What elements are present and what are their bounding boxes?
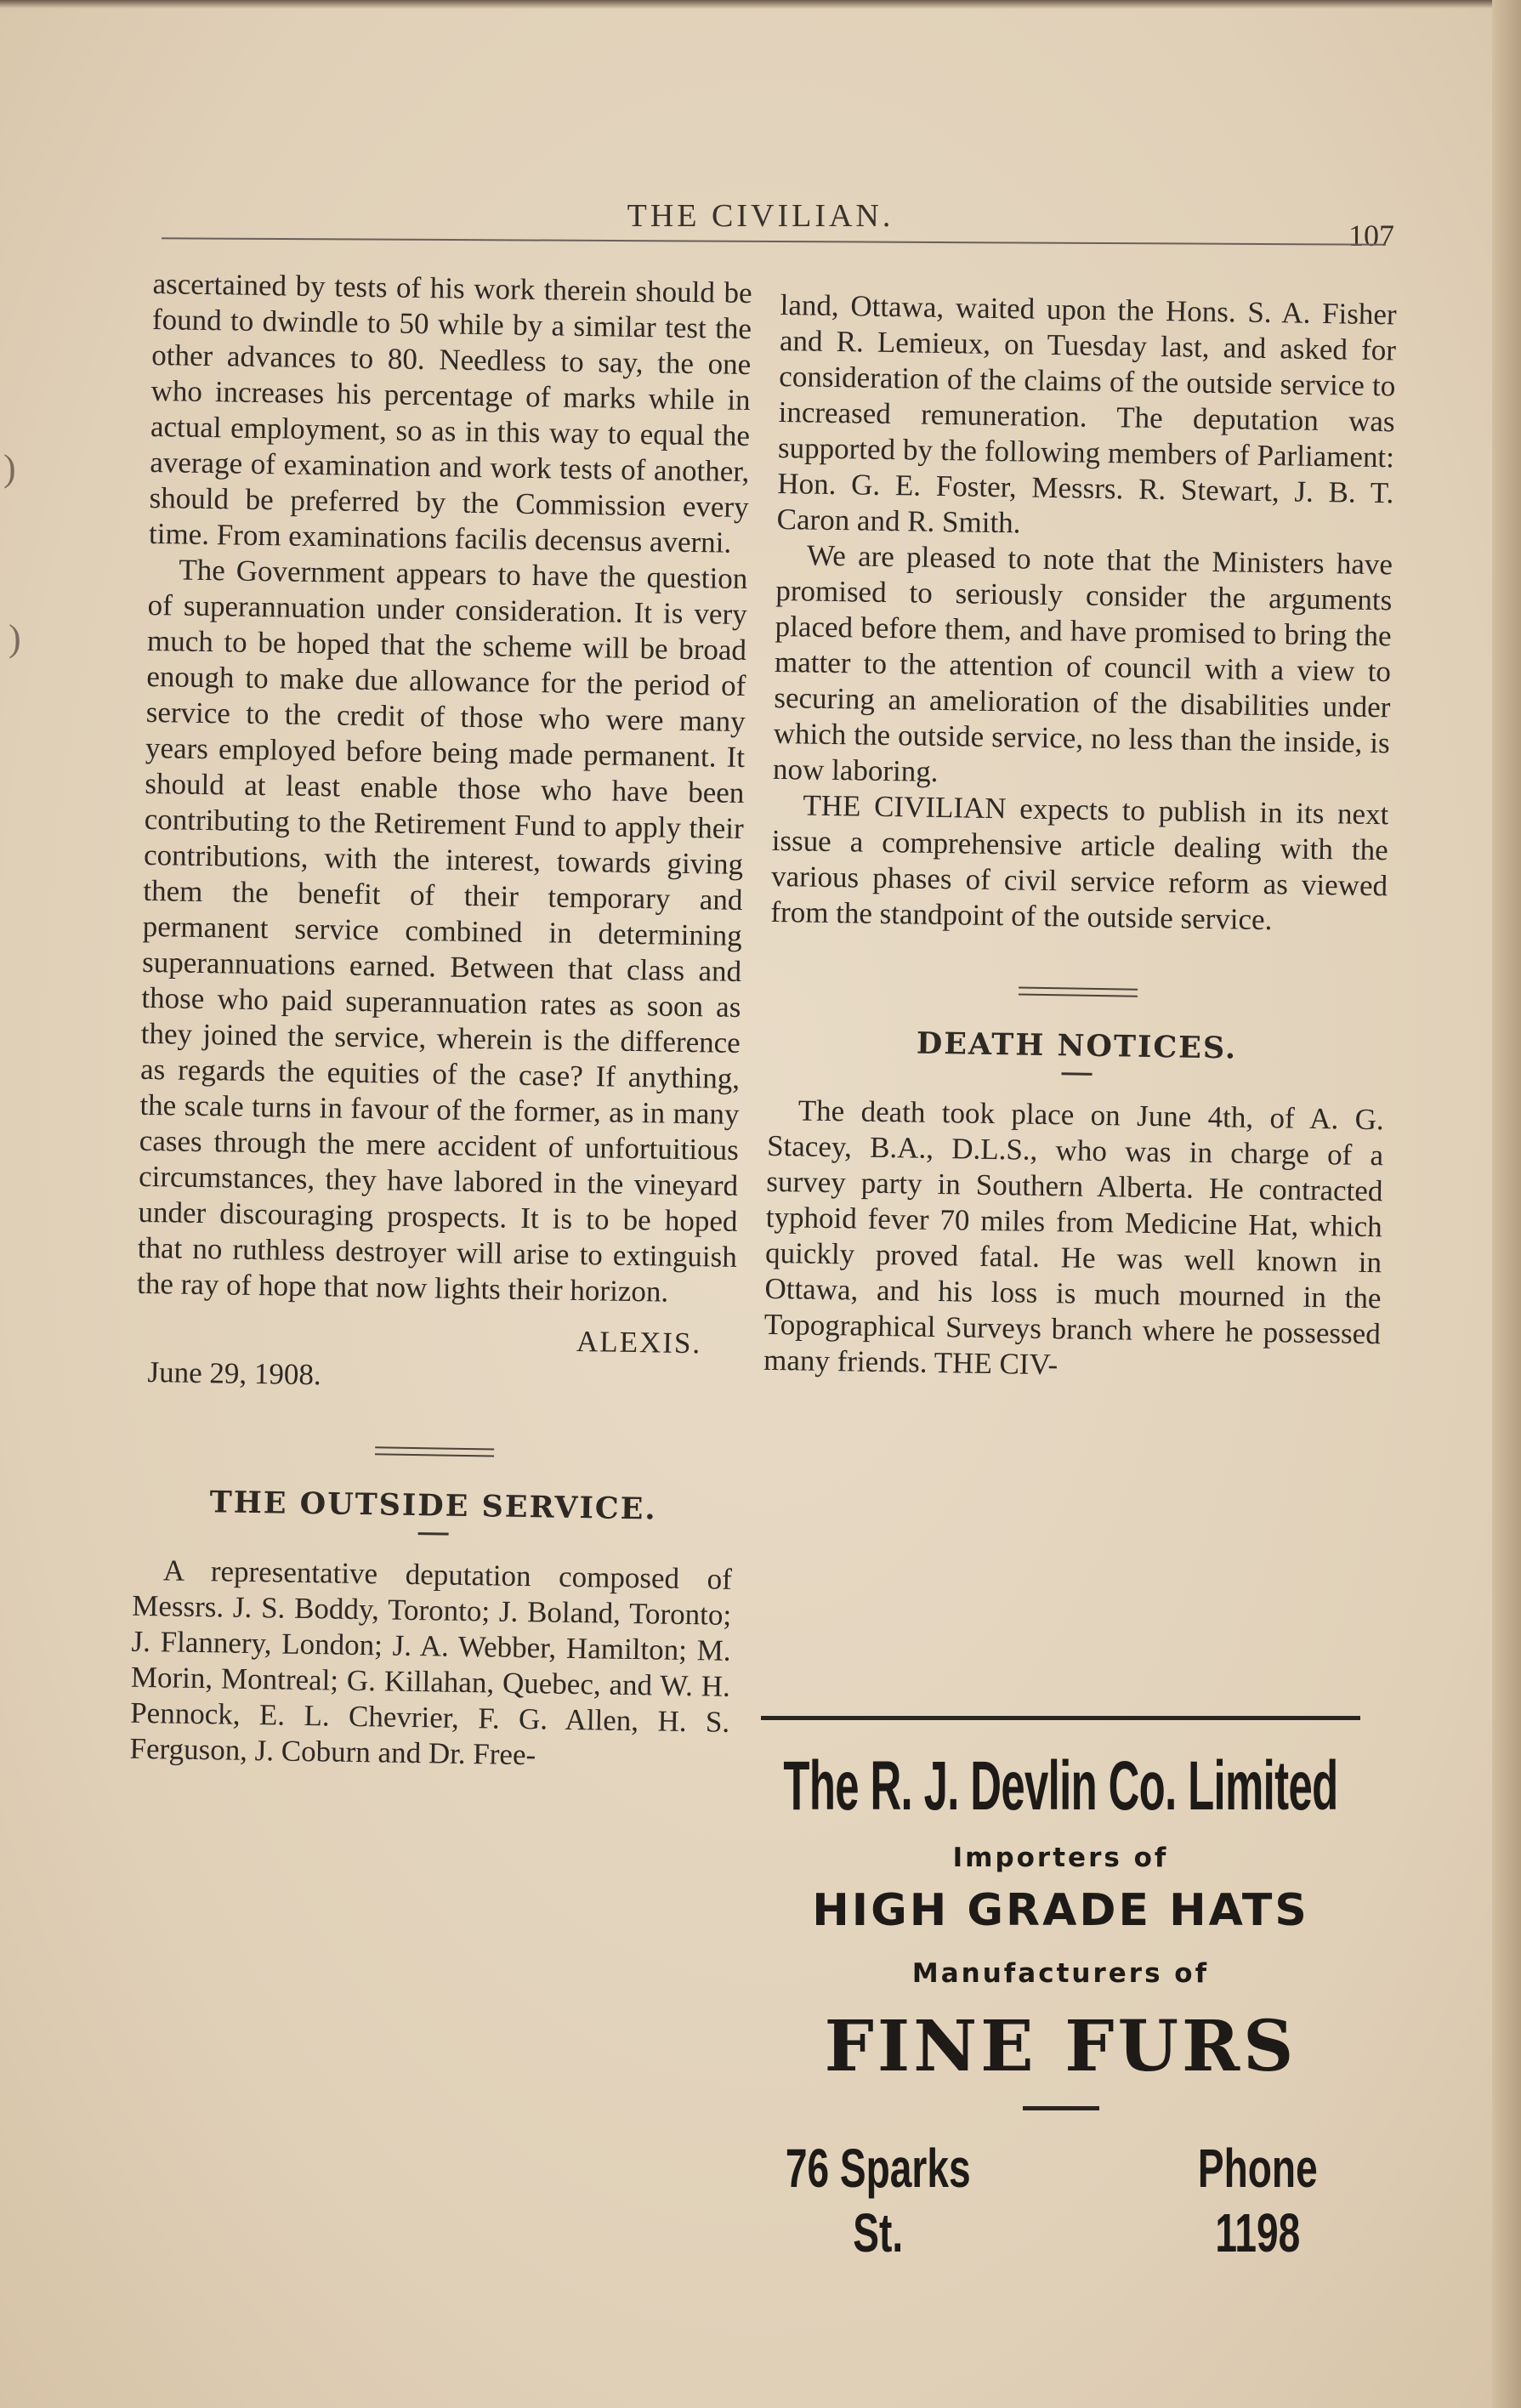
advertisement-line-hats: HIGH GRADE HATS: [812, 1885, 1309, 1936]
advertisement-line-furs: FINE FURS: [824, 2006, 1297, 2087]
section-heading-outside-service: THE OUTSIDE SERVICE.: [209, 1485, 657, 1527]
left-paragraph: The Government appears to have the question of superannuation under consideration. It is very much to be hoped that the scheme will be broad enough to make due allowance for the period of service to the credit of those who were many years employed before being made permanent. It should at least enable those who have been contributing to the Retirement Fund to apply their contributions, with the interest, towards giving them the benefit of their temporary and permanent service combined in determining superannuations earned. Between that class and those who paid superannuation rates as soon as they joined the service, wherein is the difference as regards the equities of the case? If anything, the scale turns in favour of the former, as in many cases through the mere accident of unfortuitious circumstances, they have labored in the vineyard under discouraging prospects. It is to be hoped that no ruthless destroyer will arise to extinguish the ray of hope that now lights their horizon.: [136, 553, 748, 1309]
advertisement-company-name: The R. J. Devlin Co. Limited: [783, 1747, 1338, 1825]
right-paragraph: We are pleased to note that the Ministers have promised to seriously consider the arguments placed before them, and have promised to bring the matter to the attention of council with a view to securing an amelioration of the disabilities under which the outside service, no less than the inside, is now laboring.: [772, 538, 1393, 788]
heading-dash: [1061, 1072, 1092, 1076]
advertisement-line-manufacturers: Manufacturers of: [911, 1958, 1210, 1989]
left-paragraph: ascertained by tests of his work therein should be found to dwindle to 50 while by a similar test the other advances to 80. Needless to say, the one who increases his percentage of marks while in actual employment, so as in this way to equal the average of examination and work tests of another, should be preferred by the Commission every time. From examinations facilis decensus averni.: [148, 266, 752, 559]
death-notice-paragraph: The death took place on June 4th, of A. G. Stacey, B.A., D.L.S., who was in charge of a survey party in Southern Alberta. He contracted typhoid fever 70 miles from Medicine Hat, which quickly proved fatal. He was well known in Ottawa, and his loss is much mourned in the Topographical Surveys branch where he possessed many friends. THE CIV-: [763, 1093, 1385, 1382]
right-paragraph: THE CIVILIAN expects to publish in its next issue a comprehensive article dealing with the various phases of civil service reform as viewed from the standpoint of the outside service.: [770, 788, 1389, 937]
heading-dash: [417, 1532, 448, 1536]
advertisement-line-importers: Importers of: [952, 1843, 1169, 1873]
section-heading-death-notices: DEATH NOTICES.: [916, 1025, 1238, 1066]
left-column: [129, 266, 752, 1776]
article-signature: ALEXIS.: [576, 1324, 702, 1360]
page-header-title: THE CIVILIAN.: [627, 198, 894, 234]
advertisement-address: 76 Sparks St.: [785, 2138, 971, 2263]
advertisement-top-rule: [761, 1716, 1360, 1720]
binding-hole-mark: ): [9, 617, 21, 659]
advertisement-dash: [1023, 2106, 1099, 2110]
article-dateline: June 29, 1908.: [147, 1355, 322, 1392]
page-number: 107: [1348, 219, 1394, 253]
binding-hole-mark: ): [3, 447, 16, 489]
outside-service-paragraph: A representative deputation composed of Messrs. J. S. Boddy, Toronto; J. Boland, Toronto; J. Flannery, London; J. A. Webber, Hamilton; M. Morin, Montreal; G. Killahan, Quebec, and W. H. Pennock, E. L. Chevrier, F. G. Allen, H. S. Ferguson, J. Coburn and Dr. Free-: [129, 1553, 733, 1772]
section-divider: [375, 1446, 494, 1457]
page-binding-edge: [1492, 0, 1521, 2408]
advertisement-footer: [761, 2136, 1360, 2265]
section-divider: [1018, 986, 1137, 997]
header-rule: [162, 237, 1386, 246]
devlin-advertisement: [761, 1716, 1360, 2265]
right-column: [763, 287, 1397, 1388]
advertisement-phone: Phone 1198: [1197, 2138, 1318, 2263]
right-paragraph: land, Ottawa, waited upon the Hons. S. A. Fisher and R. Lemieux, on Tuesday last, and asked for consideration of the claims of the outside service to increased remuneration. The deputation was supported by the following members of Parliament: Hon. G. E. Foster, Messrs. R. Stewart, J. B. T. Caron and R. Smith.: [776, 287, 1397, 540]
page-top-edge: [0, 0, 1521, 9]
